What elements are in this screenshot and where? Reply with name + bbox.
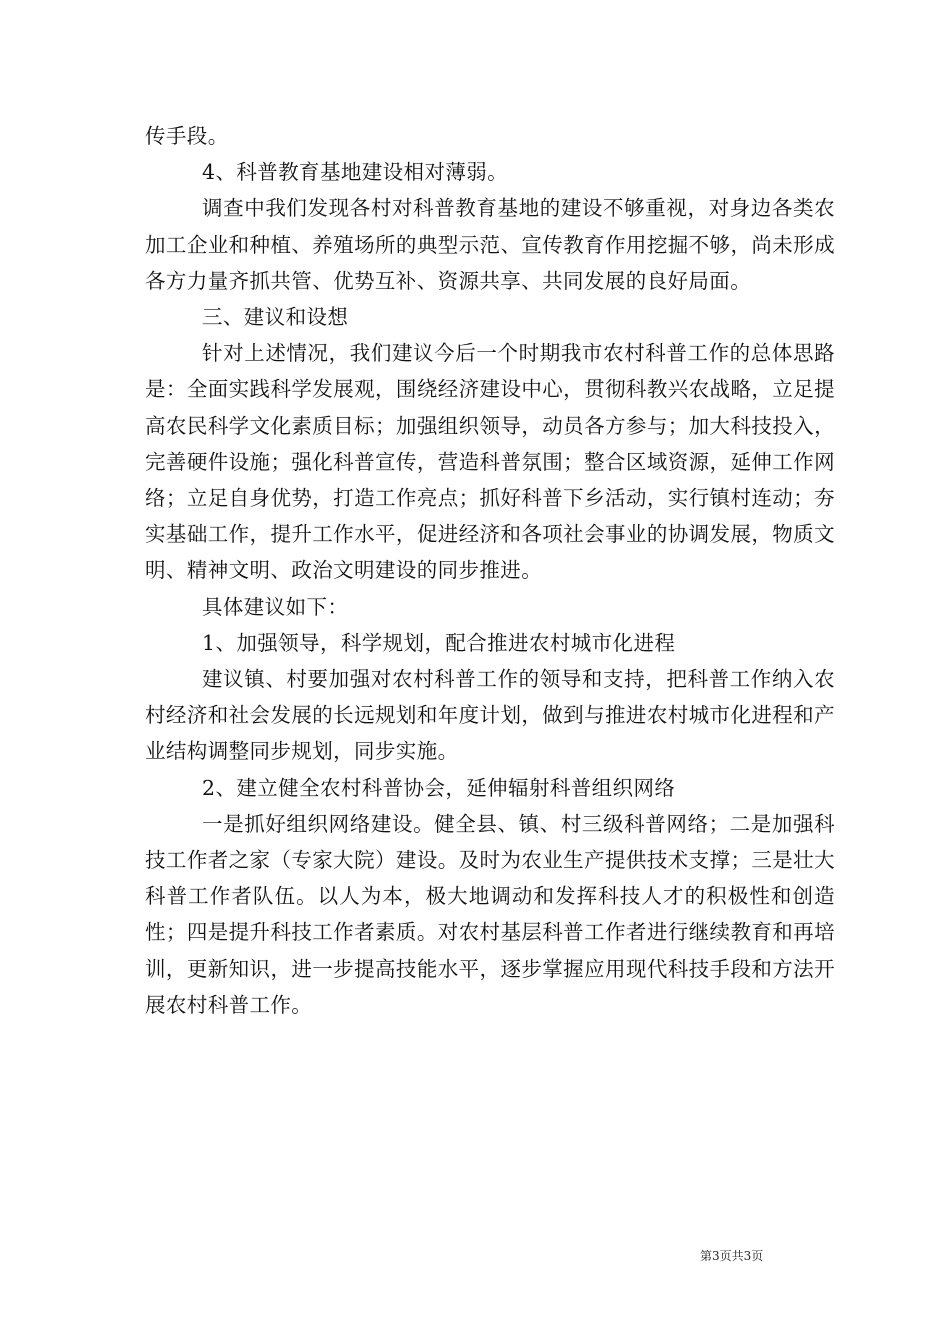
section-heading-suggestions: 三、建议和设想 [202,305,349,330]
paragraph-base-construction: 调查中我们发现各村对科普教育基地的建设不够重视，对身边各类农加工企业和种植、养殖场所的典型示范、宣传教育作用挖掘不够，尚未形成各方力量齐抓共管、优势互补、资源共享、共同发展的良好局面。 [145,196,835,293]
section-heading-specific: 具体建议如下： [202,594,349,619]
page-number-footer: 第3页共3页 [700,1249,764,1263]
paragraph-leadership: 建议镇、村要加强对农村科普工作的领导和支持，把科普工作纳入农村经济和社会发展的长远规划和年度计划，做到与推进农村城市化进程和产业结构调整同步规划，同步实施。 [145,667,835,764]
section-heading-1: 1、加强领导，科学规划，配合推进农村城市化进程 [202,630,676,655]
section-heading-4: 4、科普教育基地建设相对薄弱。 [202,160,509,185]
paragraph-overall-approach: 针对上述情况，我们建议今后一个时期我市农村科普工作的总体思路是：全面实践科学发展观，围绕经济建设中心，贯彻科教兴农战略，立足提高农民科学文化素质目标；加强组织领导，动员各方参与；加大科技投入，完善硬件设施；强化科普宣传，营造科普氛围；整合区域资源，延伸工作网络；立足自身优势，打造工作亮点；抓好科普下乡活动，实行镇村连动；夯实基础工作，提升工作水平，促进经济和各项社会事业的协调发展，物质文明、精神文明、政治文明建设的同步推进。 [145,341,835,583]
paragraph-continuation: 传手段。 [145,124,229,148]
document-body [145,118,835,1023]
section-heading-2: 2、建立健全农村科普协会，延伸辐射科普组织网络 [202,775,676,800]
paragraph-network: 一是抓好组织网络建设。健全县、镇、村三级科普网络；二是加强科技工作者之家（专家大院）建设。及时为农业生产提供技术支撑；三是壮大科普工作者队伍。以人为本，极大地调动和发挥科技人才的积极性和创造性；四是提升科技工作者素质。对农村基层科普工作者进行继续教育和再培训，更新知识，进一步提高技能水平，逐步掌握应用现代科技手段和方法开展农村科普工作。 [145,811,835,1017]
